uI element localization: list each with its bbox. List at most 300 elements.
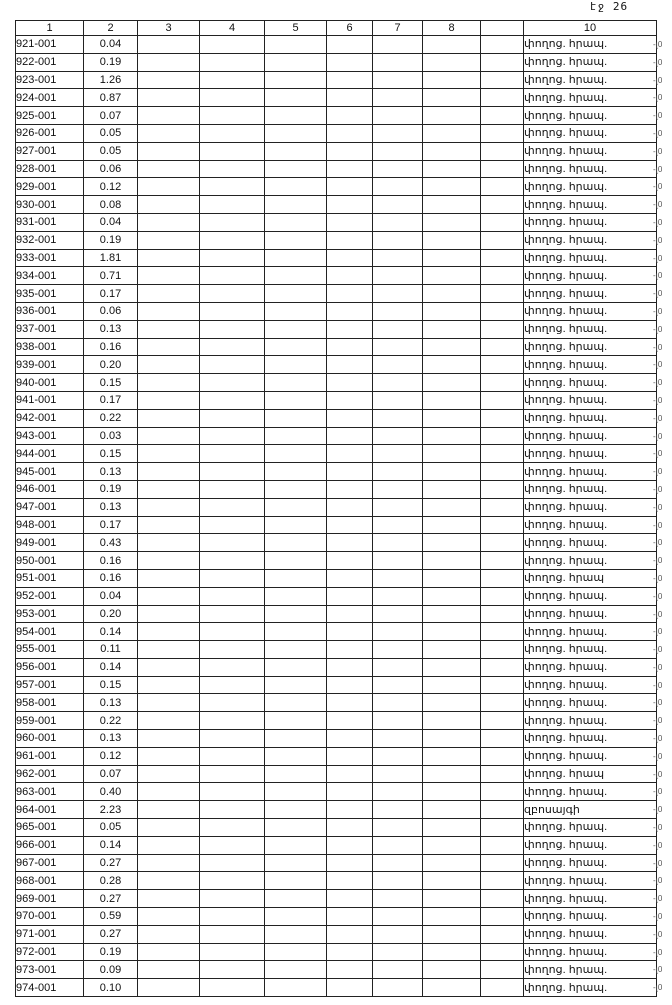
table-row: [16, 854, 657, 872]
empty-cell: [265, 979, 327, 997]
empty-cell: [481, 427, 524, 445]
empty-cell: [200, 890, 265, 908]
land-use-cell: փողոց. հրապ.: [524, 480, 657, 498]
parcel-id-cell: 937-001: [16, 320, 84, 338]
empty-cell: [138, 641, 200, 659]
empty-cell: [265, 801, 327, 819]
area-value-cell: 0.07: [84, 107, 138, 125]
margin-mark: -լ0: [653, 484, 663, 494]
empty-cell: [138, 231, 200, 249]
parcel-id-cell: 931-001: [16, 213, 84, 231]
empty-cell: [423, 783, 481, 801]
empty-cell: [200, 925, 265, 943]
empty-cell: [423, 356, 481, 374]
empty-cell: [138, 71, 200, 89]
empty-cell: [327, 36, 373, 54]
empty-cell: [265, 961, 327, 979]
table-row: [16, 658, 657, 676]
margin-mark: -լ0: [653, 894, 663, 904]
empty-cell: [423, 53, 481, 71]
area-value-cell: 0.27: [84, 925, 138, 943]
margin-mark: -լ0: [653, 609, 663, 619]
table-row: [16, 694, 657, 712]
margin-mark: -լ0: [653, 840, 663, 850]
parcel-id-cell: 956-001: [16, 658, 84, 676]
empty-cell: [481, 249, 524, 267]
area-value-cell: 0.71: [84, 267, 138, 285]
empty-cell: [265, 587, 327, 605]
empty-cell: [423, 836, 481, 854]
empty-cell: [481, 961, 524, 979]
empty-cell: [265, 908, 327, 926]
empty-cell: [327, 71, 373, 89]
margin-mark: -լ0: [653, 538, 663, 548]
empty-cell: [200, 765, 265, 783]
land-use-cell: փողոց. հրապ.: [524, 498, 657, 516]
margin-mark: -լ0: [653, 573, 663, 583]
empty-cell: [265, 107, 327, 125]
area-value-cell: 1.81: [84, 249, 138, 267]
empty-cell: [200, 445, 265, 463]
table-row: [16, 890, 657, 908]
empty-cell: [423, 178, 481, 196]
empty-cell: [138, 605, 200, 623]
margin-mark: -լ0: [653, 111, 663, 121]
empty-cell: [200, 196, 265, 214]
empty-cell: [327, 196, 373, 214]
empty-cell: [327, 445, 373, 463]
empty-cell: [481, 338, 524, 356]
land-use-cell: փողոց. հրապ.: [524, 925, 657, 943]
empty-cell: [481, 908, 524, 926]
empty-cell: [138, 498, 200, 516]
land-use-cell: փողոց. հրապ.: [524, 338, 657, 356]
empty-cell: [327, 409, 373, 427]
area-value-cell: 0.17: [84, 391, 138, 409]
empty-cell: [423, 854, 481, 872]
column-header-9: [481, 21, 524, 36]
empty-cell: [138, 676, 200, 694]
empty-cell: [423, 196, 481, 214]
land-use-cell: փողոց. հրապ: [524, 765, 657, 783]
table-row: [16, 498, 657, 516]
area-value-cell: 0.20: [84, 605, 138, 623]
empty-cell: [423, 142, 481, 160]
empty-cell: [200, 694, 265, 712]
table-row: [16, 783, 657, 801]
parcel-id-cell: 946-001: [16, 480, 84, 498]
empty-cell: [138, 124, 200, 142]
empty-cell: [265, 36, 327, 54]
empty-cell: [423, 890, 481, 908]
empty-cell: [138, 712, 200, 730]
table-row: [16, 872, 657, 890]
area-value-cell: 0.14: [84, 836, 138, 854]
empty-cell: [265, 178, 327, 196]
land-use-cell: փողոց. հրապ.: [524, 908, 657, 926]
area-value-cell: 0.59: [84, 908, 138, 926]
empty-cell: [138, 783, 200, 801]
empty-cell: [200, 730, 265, 748]
area-value-cell: 0.13: [84, 498, 138, 516]
empty-cell: [200, 267, 265, 285]
empty-cell: [265, 694, 327, 712]
empty-cell: [265, 765, 327, 783]
empty-cell: [265, 142, 327, 160]
empty-cell: [373, 178, 423, 196]
area-value-cell: 0.19: [84, 943, 138, 961]
empty-cell: [373, 605, 423, 623]
margin-mark: -լ0: [653, 965, 663, 975]
empty-cell: [138, 872, 200, 890]
empty-cell: [265, 516, 327, 534]
empty-cell: [327, 142, 373, 160]
area-value-cell: 0.05: [84, 124, 138, 142]
empty-cell: [138, 320, 200, 338]
empty-cell: [265, 374, 327, 392]
empty-cell: [265, 658, 327, 676]
empty-cell: [423, 747, 481, 765]
land-use-cell: փողոց. հրապ.: [524, 213, 657, 231]
empty-cell: [327, 623, 373, 641]
empty-cell: [327, 427, 373, 445]
empty-cell: [265, 534, 327, 552]
parcel-id-cell: 942-001: [16, 409, 84, 427]
page-label: էջ 26: [590, 0, 629, 13]
empty-cell: [200, 534, 265, 552]
land-use-cell: փողոց. հրապ.: [524, 391, 657, 409]
empty-cell: [200, 961, 265, 979]
empty-cell: [481, 71, 524, 89]
empty-cell: [423, 285, 481, 303]
parcel-id-cell: 934-001: [16, 267, 84, 285]
empty-cell: [327, 925, 373, 943]
parcel-id-cell: 972-001: [16, 943, 84, 961]
empty-cell: [200, 302, 265, 320]
empty-cell: [327, 890, 373, 908]
empty-cell: [327, 89, 373, 107]
empty-cell: [327, 267, 373, 285]
empty-cell: [138, 747, 200, 765]
area-value-cell: 0.13: [84, 320, 138, 338]
empty-cell: [373, 107, 423, 125]
empty-cell: [373, 890, 423, 908]
empty-cell: [327, 107, 373, 125]
empty-cell: [327, 908, 373, 926]
empty-cell: [373, 801, 423, 819]
empty-cell: [138, 178, 200, 196]
area-value-cell: 0.12: [84, 747, 138, 765]
table-row: [16, 516, 657, 534]
area-value-cell: 0.09: [84, 961, 138, 979]
table-row: [16, 391, 657, 409]
land-use-cell: փողոց. հրապ.: [524, 819, 657, 837]
table-row: [16, 338, 657, 356]
empty-cell: [373, 124, 423, 142]
empty-cell: [138, 730, 200, 748]
empty-cell: [265, 605, 327, 623]
empty-cell: [327, 801, 373, 819]
empty-cell: [200, 53, 265, 71]
area-value-cell: 0.22: [84, 712, 138, 730]
empty-cell: [327, 320, 373, 338]
empty-cell: [373, 480, 423, 498]
land-use-cell: փողոց. հրապ.: [524, 587, 657, 605]
empty-cell: [327, 676, 373, 694]
land-use-cell: փողոց. հրապ.: [524, 196, 657, 214]
table-row: [16, 320, 657, 338]
empty-cell: [265, 267, 327, 285]
empty-cell: [481, 409, 524, 427]
empty-cell: [138, 463, 200, 481]
area-value-cell: 0.04: [84, 587, 138, 605]
table-row: [16, 801, 657, 819]
margin-mark: -լ0: [653, 360, 663, 370]
empty-cell: [200, 285, 265, 303]
empty-cell: [481, 747, 524, 765]
empty-cell: [481, 730, 524, 748]
empty-cell: [327, 391, 373, 409]
parcel-id-cell: 963-001: [16, 783, 84, 801]
empty-cell: [481, 374, 524, 392]
empty-cell: [200, 587, 265, 605]
empty-cell: [200, 605, 265, 623]
area-value-cell: 0.16: [84, 338, 138, 356]
empty-cell: [200, 409, 265, 427]
land-use-cell: փողոց. հրապ.: [524, 694, 657, 712]
empty-cell: [138, 587, 200, 605]
area-value-cell: 0.03: [84, 427, 138, 445]
empty-cell: [423, 569, 481, 587]
empty-cell: [423, 925, 481, 943]
empty-cell: [481, 445, 524, 463]
empty-cell: [373, 160, 423, 178]
empty-cell: [373, 552, 423, 570]
empty-cell: [265, 872, 327, 890]
empty-cell: [373, 445, 423, 463]
empty-cell: [200, 427, 265, 445]
empty-cell: [481, 676, 524, 694]
area-value-cell: 0.12: [84, 178, 138, 196]
empty-cell: [481, 196, 524, 214]
empty-cell: [327, 552, 373, 570]
empty-cell: [481, 694, 524, 712]
empty-cell: [481, 641, 524, 659]
empty-cell: [373, 213, 423, 231]
empty-cell: [373, 196, 423, 214]
land-use-cell: փողոց. հրապ.: [524, 356, 657, 374]
area-value-cell: 0.06: [84, 302, 138, 320]
margin-mark: -լ0: [653, 751, 663, 761]
column-header-3: 3: [138, 21, 200, 36]
empty-cell: [200, 552, 265, 570]
empty-cell: [327, 979, 373, 997]
margin-mark: -լ0: [653, 57, 663, 67]
empty-cell: [138, 765, 200, 783]
empty-cell: [200, 107, 265, 125]
parcel-id-cell: 965-001: [16, 819, 84, 837]
column-header-8: 8: [423, 21, 481, 36]
parcel-id-cell: 932-001: [16, 231, 84, 249]
empty-cell: [373, 302, 423, 320]
empty-cell: [265, 320, 327, 338]
empty-cell: [423, 676, 481, 694]
empty-cell: [423, 463, 481, 481]
table-row: [16, 605, 657, 623]
margin-mark: -լ0: [653, 289, 663, 299]
area-value-cell: 0.08: [84, 196, 138, 214]
land-use-cell: փողոց. հրապ.: [524, 623, 657, 641]
land-use-cell: փողոց. հրապ.: [524, 142, 657, 160]
empty-cell: [481, 356, 524, 374]
empty-cell: [327, 605, 373, 623]
land-use-cell: փողոց. հրապ.: [524, 285, 657, 303]
empty-cell: [327, 302, 373, 320]
area-value-cell: 0.11: [84, 641, 138, 659]
empty-cell: [481, 765, 524, 783]
table-row: [16, 374, 657, 392]
empty-cell: [200, 89, 265, 107]
empty-cell: [200, 872, 265, 890]
empty-cell: [200, 801, 265, 819]
table-header-row: [16, 21, 657, 36]
parcel-id-cell: 950-001: [16, 552, 84, 570]
margin-mark: -լ0: [653, 271, 663, 281]
empty-cell: [327, 641, 373, 659]
empty-cell: [327, 712, 373, 730]
empty-cell: [200, 142, 265, 160]
parcel-id-cell: 944-001: [16, 445, 84, 463]
empty-cell: [327, 534, 373, 552]
land-use-cell: փողոց. հրապ.: [524, 641, 657, 659]
parcel-id-cell: 933-001: [16, 249, 84, 267]
empty-cell: [200, 374, 265, 392]
table-row: [16, 89, 657, 107]
empty-cell: [373, 641, 423, 659]
table-row: [16, 534, 657, 552]
margin-mark: -լ0: [653, 217, 663, 227]
area-value-cell: 0.10: [84, 979, 138, 997]
empty-cell: [423, 267, 481, 285]
empty-cell: [481, 89, 524, 107]
empty-cell: [138, 890, 200, 908]
empty-cell: [481, 854, 524, 872]
empty-cell: [373, 320, 423, 338]
margin-mark: -լ0: [653, 591, 663, 601]
area-value-cell: 0.14: [84, 623, 138, 641]
empty-cell: [481, 107, 524, 125]
land-use-cell: փողոց. հրապ.: [524, 320, 657, 338]
margin-mark: -լ0: [653, 947, 663, 957]
table-row: [16, 480, 657, 498]
empty-cell: [200, 658, 265, 676]
parcel-id-cell: 969-001: [16, 890, 84, 908]
empty-cell: [373, 409, 423, 427]
land-use-cell: փողոց. հրապ.: [524, 605, 657, 623]
margin-mark: -լ0: [653, 378, 663, 388]
empty-cell: [200, 71, 265, 89]
empty-cell: [481, 498, 524, 516]
margin-mark: -լ0: [653, 645, 663, 655]
area-value-cell: 0.05: [84, 819, 138, 837]
table-row: [16, 587, 657, 605]
empty-cell: [481, 463, 524, 481]
empty-cell: [423, 943, 481, 961]
land-use-cell: փողոց. հրապ.: [524, 71, 657, 89]
area-value-cell: 0.20: [84, 356, 138, 374]
empty-cell: [265, 552, 327, 570]
margin-mark: -լ0: [653, 235, 663, 245]
empty-cell: [200, 178, 265, 196]
land-use-cell: փողոց. հրապ.: [524, 854, 657, 872]
margin-mark: -լ0: [653, 823, 663, 833]
empty-cell: [138, 142, 200, 160]
empty-cell: [138, 249, 200, 267]
parcel-id-cell: 955-001: [16, 641, 84, 659]
empty-cell: [327, 178, 373, 196]
empty-cell: [200, 908, 265, 926]
table-row: [16, 409, 657, 427]
land-register-table: [15, 20, 657, 997]
empty-cell: [200, 391, 265, 409]
margin-mark: -լ0: [653, 787, 663, 797]
empty-cell: [481, 213, 524, 231]
margin-mark: -լ0: [653, 146, 663, 156]
empty-cell: [481, 516, 524, 534]
land-use-cell: փողոց. հրապ.: [524, 160, 657, 178]
margin-mark: -լ0: [653, 467, 663, 477]
empty-cell: [200, 943, 265, 961]
table-row: [16, 160, 657, 178]
empty-cell: [423, 552, 481, 570]
margin-mark: -լ0: [653, 520, 663, 530]
parcel-id-cell: 927-001: [16, 142, 84, 160]
empty-cell: [423, 338, 481, 356]
area-value-cell: 0.04: [84, 36, 138, 54]
area-value-cell: 0.43: [84, 534, 138, 552]
empty-cell: [373, 712, 423, 730]
table-row: [16, 569, 657, 587]
empty-cell: [200, 979, 265, 997]
margin-mark: -լ0: [653, 680, 663, 690]
empty-cell: [481, 836, 524, 854]
parcel-id-cell: 957-001: [16, 676, 84, 694]
empty-cell: [373, 854, 423, 872]
empty-cell: [138, 196, 200, 214]
empty-cell: [373, 231, 423, 249]
empty-cell: [200, 463, 265, 481]
margin-mark: -լ0: [653, 449, 663, 459]
land-use-cell: փողոց. հրապ.: [524, 89, 657, 107]
land-use-cell: փողոց. հրապ.: [524, 979, 657, 997]
empty-cell: [373, 53, 423, 71]
empty-cell: [373, 623, 423, 641]
margin-mark: -լ0: [653, 929, 663, 939]
empty-cell: [327, 872, 373, 890]
margin-mark: -լ0: [653, 502, 663, 512]
area-value-cell: 0.13: [84, 694, 138, 712]
empty-cell: [481, 178, 524, 196]
parcel-id-cell: 929-001: [16, 178, 84, 196]
empty-cell: [423, 427, 481, 445]
margin-mark: -լ0: [653, 912, 663, 922]
empty-cell: [423, 231, 481, 249]
empty-cell: [138, 53, 200, 71]
empty-cell: [423, 765, 481, 783]
land-use-cell: փողոց. հրապ.: [524, 836, 657, 854]
margin-mark: -լ0: [653, 734, 663, 744]
empty-cell: [138, 694, 200, 712]
